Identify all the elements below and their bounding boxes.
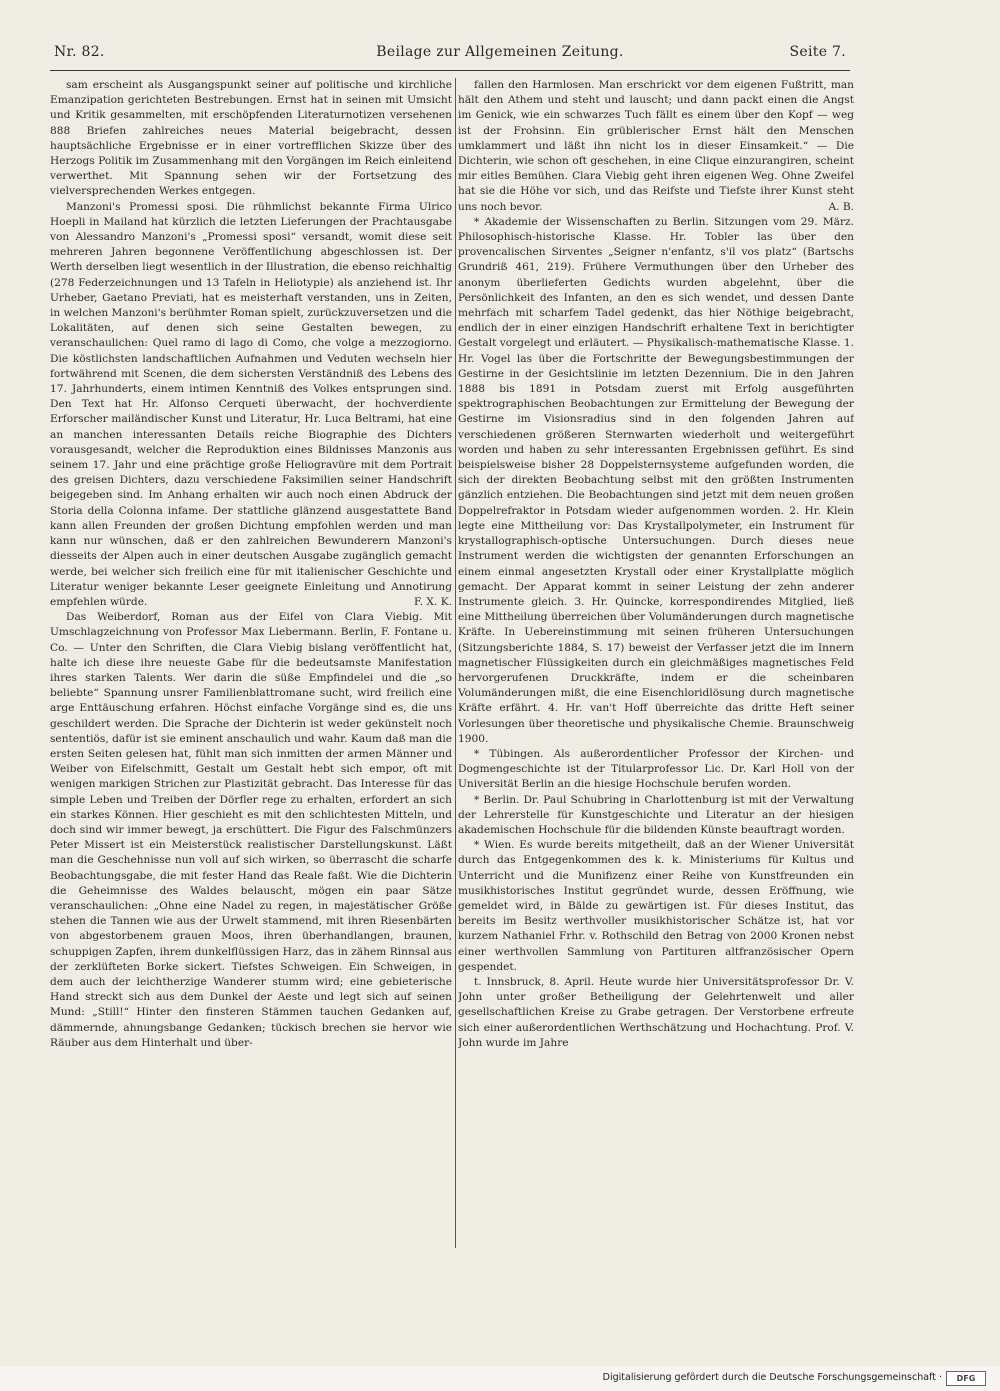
right-column [458, 78, 854, 1254]
article-manzoni: Manzoni's Promessi sposi. Die rühmlichst bekannte Firma Ulrico Hoepli in Mailand hat kürzlich die letzten Lieferungen der Prachtausgabe von Alessandro Manzoni's „Promessi sposi“ versandt, womit diese seit mehreren Jahren begonnene Veröffentlichung abgeschlossen ist. Der Werth derselben liegt wesentlich in der Illustration, die ebenso reichhaltig (278 Federzeichnungen und 13 Tafeln in Heliotypie) als anziehend ist. Ihr Urheber, Gaetano Previati, hat es meisterhaft verstanden, uns in Zeiten, in welchen Manzoni's berühmter Roman spielt, zurückzuversetzen und die Lokalitäten, auf denen sich seine Gestalten bewegen, zu veranschaulichen: Quel ramo di lago di Como, che volge a mezzogiorno. Die köstlichsten landschaftlichen Aufnahmen und Veduten wechseln hier fortwährend mit Scenen, die dem sichersten Verständniß des Lebens des 17. Jahrhunderts, einem intimen Kenntniß des Volkes entsprungen sind. Den Text hat Hr. Alfonso Cerqueti überwacht, der hochverdiente Erforscher mailändischer Kunst und Literatur, Hr. Luca Beltrami, hat eine an manchen interessanten Details reiche Biographie des Dichters vorausgesandt, welcher die Reproduktion eines Bildnisses Manzonis aus seinem 17. Jahr und eine prächtige große Heliogravüre mit dem Portrait des greisen Dichters, dazu verschiedene Faksimilien seiner Handschrift beigegeben sind. Im Anhang erhalten wir auch noch einen Abdruck der Storia della Colonna infame. Der stattliche glänzend ausgestattete Band kann allen Freunden der großen Dichtung empfohlen werden und man kann nur wünschen, daß er den zahlreichen Bewunderern Manzoni's diesseits der Alpen auch in einer deutschen Ausgabe zugänglich gemacht werde, bei welcher sich freilich eine für mit italienischer Geschichte und Literatur weniger bekannte Leser geeignete Einleitung und Annotirung empfehlen würde. F. X. K. [50, 200, 452, 610]
author-signature: A. B. [828, 200, 854, 213]
article-innsbruck: t. Innsbruck, 8. April. Heute wurde hier Universitätsprofessor Dr. V. John unter großer Betheiligung der Gelehrtenwelt und aller gesellschaftlichen Kreise zu Grabe getragen. Der Verstorbene erfreute sich einer außerordentlichen Werthschätzung und Hochachtung. Prof. V. John wurde im Jahre [458, 975, 854, 1049]
page-number: Seite 7. [789, 44, 846, 60]
digitization-footer [0, 1366, 1000, 1391]
column-divider [455, 78, 456, 1248]
article-akademie: * Akademie der Wissenschaften zu Berlin. Sitzungen vom 29. März. Philosophisch-historische Klasse. Hr. Tobler las über den provencalischen Sirventes „Seigner n'enfantz, s'il vos platz“ (Bartschs Grundriß 461, 219). Frühere Vermuthungen über den Urheber des anonym überlieferten Gedichts wurden abgelehnt, über die Persönlichkeit des Infanten, an den es sich wendet, und dessen Dante mehrfach mit scharfem Tadel gedenkt, das hier Nöthige beigebracht, endlich der in einer einzigen Handschrift erhaltene Text in berichtigter Gestalt vorgelegt und erläutert. — Physikalisch-mathematische Klasse. 1. Hr. Vogel las über die Fortschritte der Bewegungsbestimmungen der Gestirne in der Gesichtslinie im letzten Dezennium. Die in den Jahren 1888 bis 1891 in Potsdam zuerst mit Erfolg ausgeführten spektrographischen Beobachtungen zur Ermittelung der Bewegung der Gestirne im Visionsradius sind in den folgenden Jahren auf verschiedenen größeren Sternwarten wiederholt und weitergeführt worden und haben zu sehr interessanten Ergebnissen geführt. Es sind beispielsweise bisher 28 Doppelsternsysteme aufgefunden worden, die sich der direkten Beobachtung selbst mit den größten Instrumenten gänzlich entziehen. Die Beobachtungen sind jetzt mit dem neuen großen Doppelrefraktor in Potsdam wieder aufgenommen worden. 2. Hr. Klein legte eine Mittheilung vor: Das Krystallpolymeter, ein Instrument für krystallographisch-optische Untersuchungen. Durch dieses neue Instrument werden die wichtigsten der genannten Erforschungen an einem einmal angesetzten Krystall oder einer Krystallplatte möglich gemacht. Der Apparat kommt in seiner Leistung der zehn anderer Instrumente gleich. 3. Hr. Quincke, korrespondirendes Mitglied, ließ eine Mittheilung überreichen über Volumänderungen durch magnetische Kräfte. In Uebereinstimmung mit seinen früheren Untersuchungen (Sitzungsberichte 1884, S. 17) beweist der Verfasser jetzt die im Innern magnetischer Flüssigkeiten durch ein gleichmäßiges magnetisches Feld hervorgerufenen Druckkräfte, indem er die scheinbaren Volumänderungen mißt, die eine Eisenchloridlösung durch magnetische Kräfte erfährt. 4. Hr. van't Hoff überreichte das dritte Heft seiner Vorlesungen über theoretische und physikalische Chemie. Braunschweig 1900. [458, 215, 854, 745]
issue-number: Nr. 82. [54, 44, 105, 60]
author-signature: F. X. K. [414, 595, 452, 608]
header-rule [50, 70, 850, 71]
article-tuebingen: * Tübingen. Als außerordentlicher Professor der Kirchen- und Dogmengeschichte ist der Titularprofessor Lic. Dr. Karl Holl von der Universität Berlin an die hiesige Hochschule berufen worden. [458, 747, 854, 791]
page-title: Beilage zur Allgemeinen Zeitung. [376, 44, 624, 60]
article-berlin: * Berlin. Dr. Paul Schubring in Charlottenburg ist mit der Verwaltung der Lehrerstelle für Kunstgeschichte und Literatur an der hiesigen akademischen Hochschule für die bildenden Künste beauftragt worden. [458, 793, 854, 836]
article-paragraph: sam erscheint als Ausgangspunkt seiner auf politische und kirchliche Emanzipation gerichteten Bestrebungen. Ernst hat in seinen mit Umsicht und Kritik gesammelten, mit erschöpfenden Literaturnotizen versehenen 888 Briefen zahlreiches neues Material beigebracht, dessen hauptsächliche Ergebnisse er in einer vortrefflichen Skizze über des Herzogs Politik im Zusammenhang mit den Vorgängen im Reich einleitend verwerthet. Mit Spannung sehen wir der Fortsetzung des vielversprechenden Werkes entgegen. [50, 79, 452, 198]
dfg-logo: DFG [946, 1371, 986, 1386]
footer-credit: Digitalisierung gefördert durch die Deutsche Forschungsgemeinschaft · [602, 1372, 942, 1383]
article-wien: * Wien. Es wurde bereits mitgetheilt, daß an der Wiener Universität durch das Entgegenkommen des k. k. Ministeriums für Kultus und Unterricht und die Munifizenz einer Reihe von Kunstfreunden ein musikhistorisches Institut gegründet wurde, dessen Eröffnung, wie gemeldet wird, in Bälde zu gewärtigen ist. Für dieses Institut, das bereits im Besitz werthvoller musikhistorischer Schätze ist, hat vor kurzem Nathaniel Frhr. v. Rothschild den Betrag von 2000 Kronen nebst einer werthvollen Sammlung von Partituren altfranzösischer Opern gespendet. [458, 839, 854, 973]
article-continuation: fallen den Harmlosen. Man erschrickt vor dem eigenen Fußtritt, man hält den Athem und steht und lauscht; und dann packt einen die Angst im Genick, wie ein schwarzes Tuch fällt es einem über den Kopf — weg ist der Frohsinn. Ein grüblerischer Ernst hält den Menschen umklammert und läßt ihn nicht los in dieser Einsamkeit.“ — Die Dichterin, wie schon oft geschehen, in eine Clique einzurangiren, scheint mir eitles Bemühen. Clara Viebig geht ihren eigenen Weg. Ohne Zweifel hat sie die Höhe vor sich, und das Reifste und Tiefste ihrer Kunst steht uns noch bevor. A. B. [458, 78, 854, 215]
article-weiberdorf: Das Weiberdorf, Roman aus der Eifel von Clara Viebig. Mit Umschlagzeichnung von Professor Max Liebermann. Berlin, F. Fontane u. Co. — Unter den Schriften, die Clara Viebig bislang veröffentlicht hat, halte ich diese ihre neueste Gabe für die bedeutsamste Manifestation ihres starken Talents. Wer darin die süße Empfindelei und die „so beliebte“ Spannung unsrer Familienblattromane sucht, wird freilich eine arge Enttäuschung erfahren. Höchst einfache Vorgänge sind es, die uns geschildert werden. Die Sprache der Dichterin ist weder gekünstelt noch sententiös, dafür ist sie eminent anschaulich und wahr. Kaum daß man die ersten Seiten gelesen hat, fühlt man sich inmitten der armen Männer und Weiber von Eifelschmitt, Gestalt um Gestalt hebt sich empor, oft mit wenigen markigen Strichen zur Plastizität gebracht. Das Interesse für das simple Leben und Treiben der Dörfler rege zu erhalten, erfordert an sich ein starkes Können. Hier geschieht es mit den schlichtesten Mitteln, und doch sind wir immer bewegt, ja erschüttert. Die Figur des Falschmünzers Peter Missert ist ein Meisterstück realistischer Darstellungskunst. Läßt man die Geschehnisse nun voll auf sich wirken, so überrascht die scharfe Beobachtungsgabe, die mit fester Hand das Reale faßt. Wie die Dichterin die Geheimnisse des Waldes belauscht, mögen ein paar Sätze veranschaulichen: „Ohne eine Nadel zu regen, in majestätischer Größe stehen die Tannen wie aus der Urwelt stammend, mit ihren Riesenbärten von abgestorbenem grauen Moos, ihren überhandlangen, braunen, schuppigen Zapfen, ihrem dunkelflüssigen Harz, das in zähem Rinnsal aus der zerklüfteten Borke sickert. Tiefstes Schweigen. Ein Schweigen, in dem auch der leichtherzige Wanderer stumm wird; eine gebieterische Hand streckt sich aus dem Dunkel der Aeste und legt sich auf seinen Mund: „Still!“ Hinter den finsteren Stämmen tauchen Gedanken auf, dämmernde, ahnungsbange Gedanken; tückisch brechen sie hervor wie Räuber aus dem Hinterhalt und über- [50, 611, 452, 1049]
left-column [50, 78, 452, 1254]
